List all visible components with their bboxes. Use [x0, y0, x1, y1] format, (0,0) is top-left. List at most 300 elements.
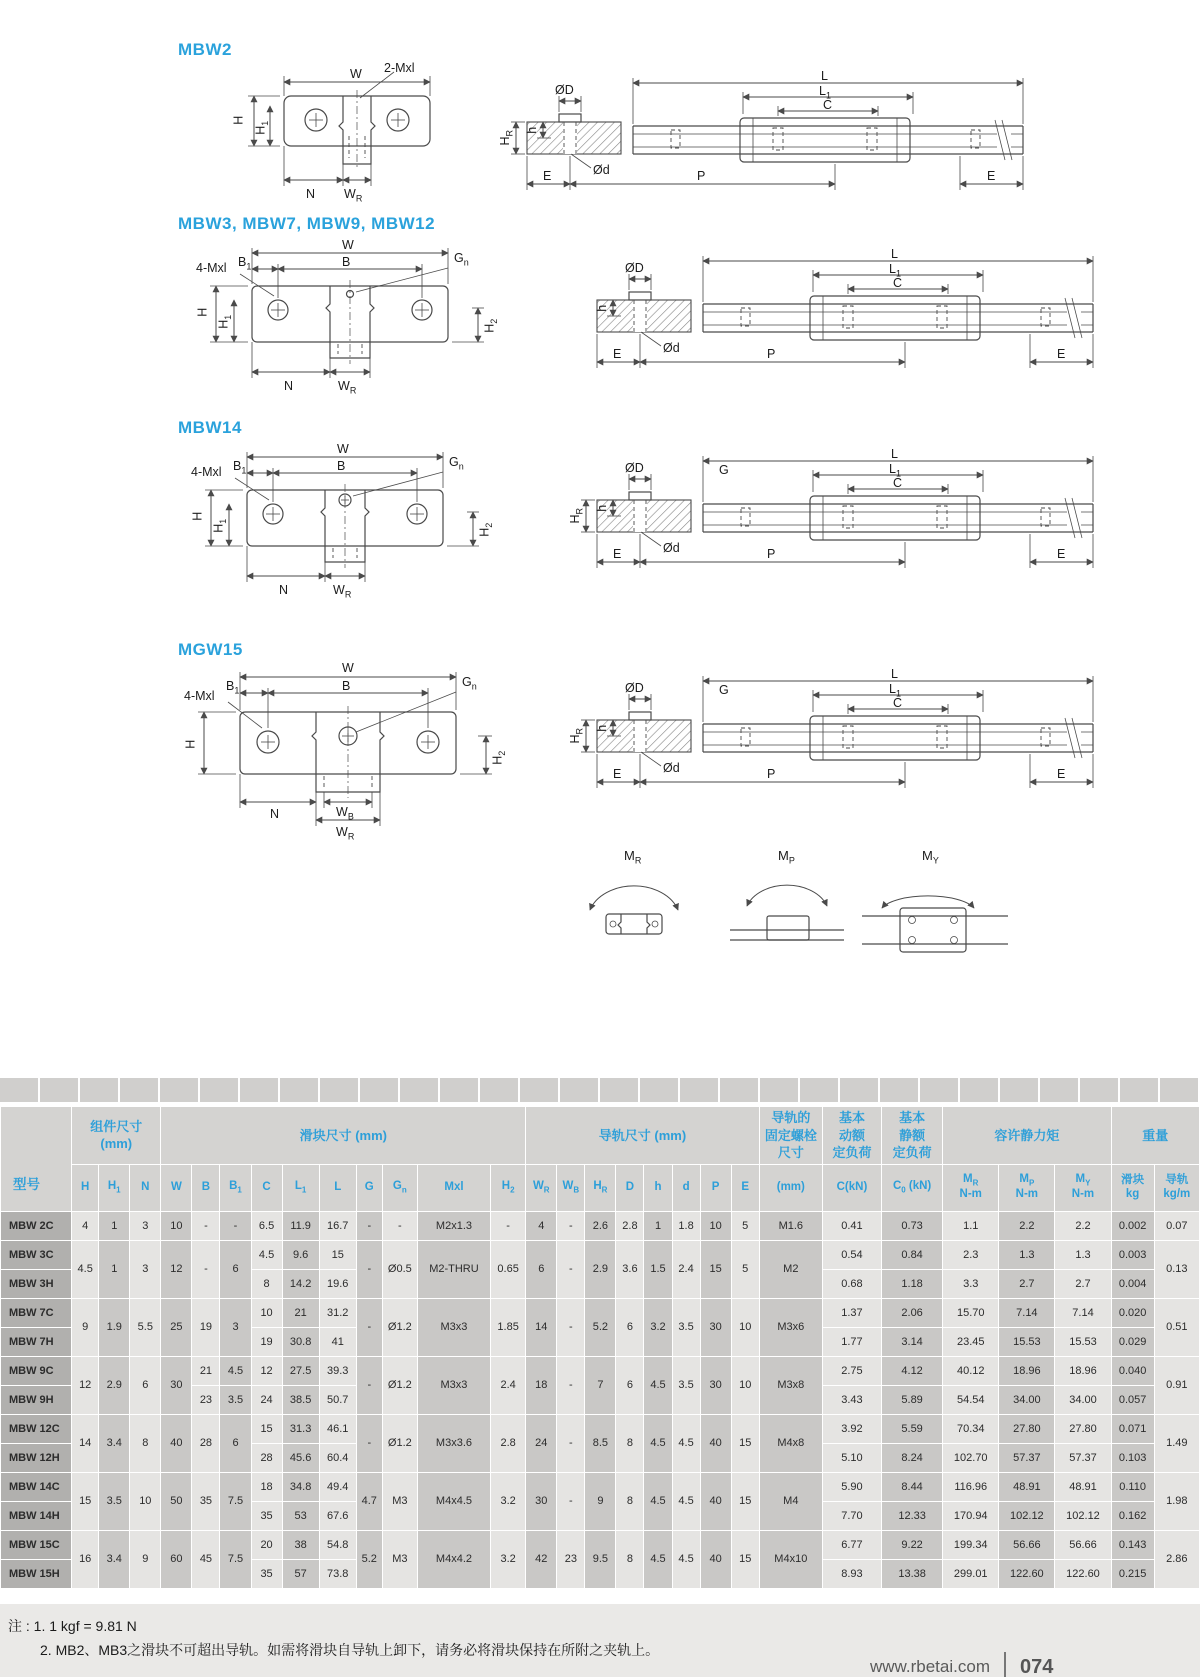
value-cell: 6.5 [252, 1212, 282, 1240]
value-cell: Ø1.2 [383, 1299, 417, 1356]
mbw2-side-drawing [498, 69, 1035, 205]
value-cell: 6.77 [823, 1531, 881, 1559]
value-cell: Ø0.5 [383, 1241, 417, 1298]
value-cell: 27.5 [283, 1357, 319, 1385]
mgw15-side-drawing [568, 667, 1105, 803]
dim-label-h: H [190, 511, 205, 521]
value-cell: 0.54 [823, 1241, 881, 1269]
model-name-cell: MBW 2C [1, 1212, 71, 1240]
value-cell: 2.8 [616, 1212, 643, 1240]
spec-table [0, 1106, 1200, 1589]
value-cell: M3x8 [760, 1357, 822, 1414]
value-cell: - [357, 1299, 382, 1356]
value-cell: 3.5 [220, 1386, 250, 1414]
value-cell: 4.12 [882, 1357, 942, 1385]
column-header: d [673, 1165, 700, 1211]
dim-label-l: L [891, 447, 898, 461]
value-cell: M4x8 [760, 1415, 822, 1472]
column-header: Mxl [418, 1165, 490, 1211]
model-name-cell: MBW 7C [1, 1299, 71, 1327]
value-cell: 15 [732, 1473, 759, 1530]
table-row [1, 1531, 1199, 1559]
dim-label-h: h [595, 504, 610, 512]
model-name-cell: MBW 3H [1, 1270, 71, 1298]
moment-yaw-label: $M_Y$ [922, 848, 939, 866]
value-cell: 12 [161, 1241, 191, 1298]
dim-label-wr: $W_R$ [336, 825, 355, 842]
value-cell: 9.6 [283, 1241, 319, 1269]
column-group-header: 组件尺寸 (mm) [72, 1107, 160, 1164]
value-cell: 24 [252, 1386, 282, 1414]
value-cell: 34.00 [999, 1386, 1054, 1414]
value-cell: 9.5 [585, 1531, 615, 1588]
value-cell: 4.5 [673, 1473, 700, 1530]
value-cell: 6 [616, 1299, 643, 1356]
value-cell: 30 [701, 1357, 731, 1414]
value-cell: 15 [72, 1473, 98, 1530]
value-cell: 2.4 [673, 1241, 700, 1298]
value-cell: 102.70 [943, 1444, 998, 1472]
value-cell: 4.5 [644, 1531, 671, 1588]
value-cell: 14 [72, 1415, 98, 1472]
value-cell: 38.5 [283, 1386, 319, 1414]
value-cell: 10 [252, 1299, 282, 1327]
dim-label-c: C [893, 276, 903, 290]
value-cell: 15 [320, 1241, 356, 1269]
mgw15-front-drawing [178, 662, 523, 862]
value-cell: 25 [161, 1299, 191, 1356]
value-cell: 0.002 [1112, 1212, 1154, 1240]
value-cell: 0.41 [823, 1212, 881, 1240]
value-cell: 46.1 [320, 1415, 356, 1443]
value-cell: 70.34 [943, 1415, 998, 1443]
dim-label-c: C [893, 696, 903, 710]
value-cell: 2.86 [1155, 1531, 1199, 1588]
value-cell: 3 [220, 1299, 250, 1356]
value-cell: - [357, 1212, 382, 1240]
model-name-cell: MBW 15C [1, 1531, 71, 1559]
dim-label-c: C [823, 98, 833, 112]
dim-label-g: G [719, 463, 729, 477]
dim-label-g: G [719, 683, 729, 697]
dim-label-od-small: Ød [663, 761, 680, 775]
value-cell: 8 [130, 1415, 160, 1472]
value-cell: 2.6 [585, 1212, 615, 1240]
value-cell: 19.6 [320, 1270, 356, 1298]
value-cell: 45 [192, 1531, 219, 1588]
column-header: $W_R$ [526, 1165, 556, 1211]
page-number: 074 [1019, 1655, 1054, 1677]
dim-label-h2: $H_2$ [490, 750, 507, 765]
dim-label-l1: $L_1$ [819, 84, 831, 101]
dim-label-h1: $H_1$ [216, 314, 233, 329]
dim-label-h1: $H_1$ [253, 120, 270, 135]
value-cell: 3.5 [673, 1299, 700, 1356]
value-cell: 1.5 [644, 1241, 671, 1298]
value-cell: 9.22 [882, 1531, 942, 1559]
value-cell: 0.029 [1112, 1328, 1154, 1356]
value-cell: 0.143 [1112, 1531, 1154, 1559]
value-cell: 49.4 [320, 1473, 356, 1501]
value-cell: 2.9 [99, 1357, 129, 1414]
value-cell: 10 [732, 1299, 759, 1356]
value-cell: 67.6 [320, 1502, 356, 1530]
section-title-mgw15: MGW15 [178, 640, 243, 659]
value-cell: M4x10 [760, 1531, 822, 1588]
moment-pitch-label: $M_P$ [778, 848, 795, 866]
value-cell: - [357, 1357, 382, 1414]
value-cell: 2.3 [943, 1241, 998, 1269]
model-name-cell: MBW 9H [1, 1386, 71, 1414]
column-header: $L_1$ [283, 1165, 319, 1211]
value-cell: 40 [701, 1473, 731, 1530]
column-group-header: 基本 静额 定负荷 [882, 1107, 942, 1164]
value-cell: 12 [72, 1357, 98, 1414]
model-name-cell: MBW 14H [1, 1502, 71, 1530]
value-cell: 4 [526, 1212, 556, 1240]
moment-roll-diagram [560, 848, 710, 958]
note-2: 2. MB2、MB3之滑块不可超出导轨。如需将滑块自导轨上卸下，请务必将滑块保持在所附之夹轨上。 [40, 1642, 660, 1658]
dim-label-n: N [284, 379, 294, 393]
value-cell: 5.2 [357, 1531, 382, 1588]
dim-label-p: P [767, 547, 776, 561]
value-cell: 7.5 [220, 1473, 250, 1530]
value-cell: 1.3 [999, 1241, 1054, 1269]
dim-label-mxl: 4-Mxl [191, 465, 222, 479]
column-header: P [701, 1165, 731, 1211]
value-cell: 5 [732, 1241, 759, 1298]
value-cell: 21 [283, 1299, 319, 1327]
value-cell: 1.49 [1155, 1415, 1199, 1472]
dim-label-od-small: Ød [663, 541, 680, 555]
value-cell: M1.6 [760, 1212, 822, 1240]
value-cell: 2.7 [1055, 1270, 1110, 1298]
value-cell: 15.53 [999, 1328, 1054, 1356]
value-cell: 1.8 [673, 1212, 700, 1240]
value-cell: 40.12 [943, 1357, 998, 1385]
value-cell: 40 [161, 1415, 191, 1472]
value-cell: 19 [252, 1328, 282, 1356]
spec-table-head [1, 1107, 1199, 1211]
value-cell: 102.12 [999, 1502, 1054, 1530]
dim-label-od: ØD [625, 681, 644, 695]
value-cell: 4.7 [357, 1473, 382, 1530]
column-group-header: 基本 动额 定负荷 [823, 1107, 881, 1164]
section-title-mbw14: MBW14 [178, 418, 242, 437]
value-cell: 4.5 [72, 1241, 98, 1298]
value-cell: 3 [130, 1241, 160, 1298]
value-cell: 27.80 [1055, 1415, 1110, 1443]
value-cell: 1.37 [823, 1299, 881, 1327]
dim-label-hr: $H_R$ [568, 727, 585, 744]
value-cell: 15 [732, 1531, 759, 1588]
value-cell: 0.040 [1112, 1357, 1154, 1385]
value-cell: 18.96 [999, 1357, 1054, 1385]
dim-label-wb: $W_B$ [336, 805, 354, 822]
column-header: G [357, 1165, 382, 1211]
value-cell: 31.2 [320, 1299, 356, 1327]
value-cell: 116.96 [943, 1473, 998, 1501]
value-cell: 30 [701, 1299, 731, 1356]
dim-label-p: P [697, 169, 706, 183]
value-cell: 9 [130, 1531, 160, 1588]
value-cell: 16.7 [320, 1212, 356, 1240]
dim-label-l: L [821, 69, 828, 83]
value-cell: 0.003 [1112, 1241, 1154, 1269]
value-cell: 4.5 [252, 1241, 282, 1269]
value-cell: 2.2 [1055, 1212, 1110, 1240]
value-cell: 170.94 [943, 1502, 998, 1530]
value-cell: 1 [99, 1212, 129, 1240]
value-cell: 57.37 [1055, 1444, 1110, 1472]
value-cell: 20 [252, 1531, 282, 1559]
value-cell: 0.162 [1112, 1502, 1154, 1530]
value-cell: 4.5 [644, 1357, 671, 1414]
value-cell: - [357, 1241, 382, 1298]
value-cell: 3.4 [99, 1415, 129, 1472]
column-header: B [192, 1165, 219, 1211]
value-cell: 1 [99, 1241, 129, 1298]
column-header: 导轨 kg/m [1155, 1165, 1199, 1211]
value-cell: 0.215 [1112, 1560, 1154, 1588]
value-cell: 13.38 [882, 1560, 942, 1588]
value-cell: 2.9 [585, 1241, 615, 1298]
value-cell: 2.75 [823, 1357, 881, 1385]
model-name-cell: MBW 7H [1, 1328, 71, 1356]
dim-label-n: N [279, 583, 289, 597]
value-cell: 7.70 [823, 1502, 881, 1530]
value-cell: 8.24 [882, 1444, 942, 1472]
value-cell: 21 [192, 1357, 219, 1385]
value-cell: 299.01 [943, 1560, 998, 1588]
value-cell: 31.3 [283, 1415, 319, 1443]
value-cell: 4.5 [673, 1531, 700, 1588]
moment-yaw-diagram [850, 848, 1020, 958]
value-cell: - [557, 1212, 584, 1240]
value-cell: 7.14 [999, 1299, 1054, 1327]
table-row [1, 1415, 1199, 1443]
value-cell: - [557, 1241, 584, 1298]
dim-label-hr: $H_R$ [498, 129, 515, 146]
value-cell: 0.65 [491, 1241, 525, 1298]
value-cell: 9 [72, 1299, 98, 1356]
dim-label-p: P [767, 767, 776, 781]
value-cell: 3.5 [99, 1473, 129, 1530]
value-cell: 34.00 [1055, 1386, 1110, 1414]
value-cell: 3.2 [491, 1531, 525, 1588]
value-cell: 11.9 [283, 1212, 319, 1240]
table-top-band [0, 1078, 1200, 1102]
value-cell: 3.3 [943, 1270, 998, 1298]
dim-label-hr: $H_R$ [568, 507, 585, 524]
column-header: C(kN) [823, 1165, 881, 1211]
dim-label-od-small: Ød [593, 163, 610, 177]
dim-label-e1: E [613, 767, 622, 781]
value-cell: 5.10 [823, 1444, 881, 1472]
value-cell: 1.3 [1055, 1241, 1110, 1269]
page-footer [870, 1652, 1053, 1677]
value-cell: 4 [72, 1212, 98, 1240]
value-cell: 18 [252, 1473, 282, 1501]
value-cell: 56.66 [1055, 1531, 1110, 1559]
value-cell: 6 [526, 1241, 556, 1298]
value-cell: - [357, 1415, 382, 1472]
value-cell: 6 [130, 1357, 160, 1414]
value-cell: 5.2 [585, 1299, 615, 1356]
dim-label-e1: E [613, 547, 622, 561]
value-cell: M4 [760, 1473, 822, 1530]
dim-label-l1: $L_1$ [889, 682, 901, 699]
dim-label-h: H [231, 115, 246, 125]
value-cell: 23.45 [943, 1328, 998, 1356]
value-cell: 8.93 [823, 1560, 881, 1588]
value-cell: - [557, 1415, 584, 1472]
value-cell: 199.34 [943, 1531, 998, 1559]
value-cell: 8.44 [882, 1473, 942, 1501]
value-cell: 35 [252, 1560, 282, 1588]
dim-label-l1: $L_1$ [889, 462, 901, 479]
model-column-header: 型号 [1, 1107, 71, 1211]
value-cell: 6 [220, 1415, 250, 1472]
dim-label-h1: $H_1$ [211, 518, 228, 533]
value-cell: M2x1.3 [418, 1212, 490, 1240]
column-header: H [72, 1165, 98, 1211]
value-cell: 35 [252, 1502, 282, 1530]
value-cell: 23 [192, 1386, 219, 1414]
value-cell: - [220, 1212, 250, 1240]
mbw2-front-drawing [222, 62, 482, 212]
value-cell: 15.53 [1055, 1328, 1110, 1356]
dim-label-h: H [195, 307, 210, 317]
value-cell: M2 [760, 1241, 822, 1298]
column-header: $H_2$ [491, 1165, 525, 1211]
dim-label-h2: $H_2$ [482, 318, 499, 333]
dim-label-w: W [350, 67, 362, 81]
value-cell: 15 [252, 1415, 282, 1443]
dim-label-h: H [183, 739, 198, 749]
value-cell: 28 [192, 1415, 219, 1472]
value-cell: 60 [161, 1531, 191, 1588]
dim-label-mxl: 4-Mxl [184, 689, 215, 703]
dim-label-od-small: Ød [663, 341, 680, 355]
value-cell: 0.004 [1112, 1270, 1154, 1298]
value-cell: 8 [616, 1473, 643, 1530]
value-cell: 53 [283, 1502, 319, 1530]
value-cell: 4.5 [644, 1415, 671, 1472]
value-cell: 2.8 [491, 1415, 525, 1472]
value-cell: 12.33 [882, 1502, 942, 1530]
column-header: D [616, 1165, 643, 1211]
dim-label-gn: $G_n$ [462, 675, 477, 692]
dim-label-h: h [525, 126, 540, 134]
value-cell: 38 [283, 1531, 319, 1559]
table-row [1, 1357, 1199, 1385]
dim-label-h2: $H_2$ [477, 522, 494, 537]
value-cell: - [383, 1212, 417, 1240]
value-cell: 23 [557, 1531, 584, 1588]
value-cell: 3.5 [673, 1357, 700, 1414]
dim-label-b1: $B_1$ [226, 679, 240, 696]
value-cell: 14 [526, 1299, 556, 1356]
value-cell: 9 [585, 1473, 615, 1530]
dim-label-gn: $G_n$ [454, 251, 469, 268]
value-cell: M4x4.5 [418, 1473, 490, 1530]
value-cell: 5.5 [130, 1299, 160, 1356]
footer-divider [1004, 1652, 1006, 1677]
section-title-mbw2: MBW2 [178, 40, 232, 59]
value-cell: 56.66 [999, 1531, 1054, 1559]
model-name-cell: MBW 15H [1, 1560, 71, 1588]
value-cell: 40 [701, 1531, 731, 1588]
value-cell: 35 [192, 1473, 219, 1530]
value-cell: 60.4 [320, 1444, 356, 1472]
spec-table-body [1, 1212, 1199, 1588]
value-cell: 1.85 [491, 1299, 525, 1356]
value-cell: 0.68 [823, 1270, 881, 1298]
value-cell: 18 [526, 1357, 556, 1414]
value-cell: 3.6 [616, 1241, 643, 1298]
dim-label-l1: $L_1$ [889, 262, 901, 279]
value-cell: 15.70 [943, 1299, 998, 1327]
value-cell: 30 [526, 1473, 556, 1530]
column-header: E [732, 1165, 759, 1211]
value-cell: 1.9 [99, 1299, 129, 1356]
value-cell: - [557, 1473, 584, 1530]
dim-label-e2: E [987, 169, 996, 183]
value-cell: 50 [161, 1473, 191, 1530]
value-cell: 39.3 [320, 1357, 356, 1385]
table-row [1, 1299, 1199, 1327]
column-group-header: 重量 [1112, 1107, 1199, 1164]
value-cell: 54.8 [320, 1531, 356, 1559]
column-group-header: 导轨的 固定螺栓 尺寸 [760, 1107, 822, 1164]
value-cell: M3 [383, 1473, 417, 1530]
website-url: www.rbetai.com [870, 1657, 990, 1676]
dim-label-e1: E [543, 169, 552, 183]
value-cell: 2.2 [999, 1212, 1054, 1240]
mbw3-side-drawing [575, 248, 1105, 383]
value-cell: 10 [161, 1212, 191, 1240]
value-cell: 48.91 [999, 1473, 1054, 1501]
value-cell: 0.103 [1112, 1444, 1154, 1472]
mbw3-front-drawing [190, 238, 500, 418]
dim-label-mxl: 4-Mxl [196, 261, 227, 275]
value-cell: 4.5 [220, 1357, 250, 1385]
value-cell: 30 [161, 1357, 191, 1414]
dim-label-n: N [306, 187, 316, 201]
value-cell: 48.91 [1055, 1473, 1110, 1501]
value-cell: 30.8 [283, 1328, 319, 1356]
value-cell: 2.4 [491, 1357, 525, 1414]
value-cell: M4x4.2 [418, 1531, 490, 1588]
value-cell: 0.07 [1155, 1212, 1199, 1240]
dim-label-wr: $W_R$ [344, 187, 363, 204]
value-cell: 8.5 [585, 1415, 615, 1472]
value-cell: 40 [701, 1415, 731, 1472]
value-cell: 5.89 [882, 1386, 942, 1414]
value-cell: M3x3 [418, 1357, 490, 1414]
value-cell: 10 [732, 1357, 759, 1414]
section-title-mbw3: MBW3, MBW7, MBW9, MBW12 [178, 214, 436, 233]
value-cell: 1.18 [882, 1270, 942, 1298]
dim-label-wr: $W_R$ [338, 379, 357, 396]
mbw14-side-drawing [568, 447, 1105, 583]
column-header: $M_R$ N-m [943, 1165, 998, 1211]
dim-label-w: W [342, 661, 354, 675]
column-header: L [320, 1165, 356, 1211]
dim-label-w: W [342, 238, 354, 252]
dim-label-e2: E [1057, 547, 1066, 561]
